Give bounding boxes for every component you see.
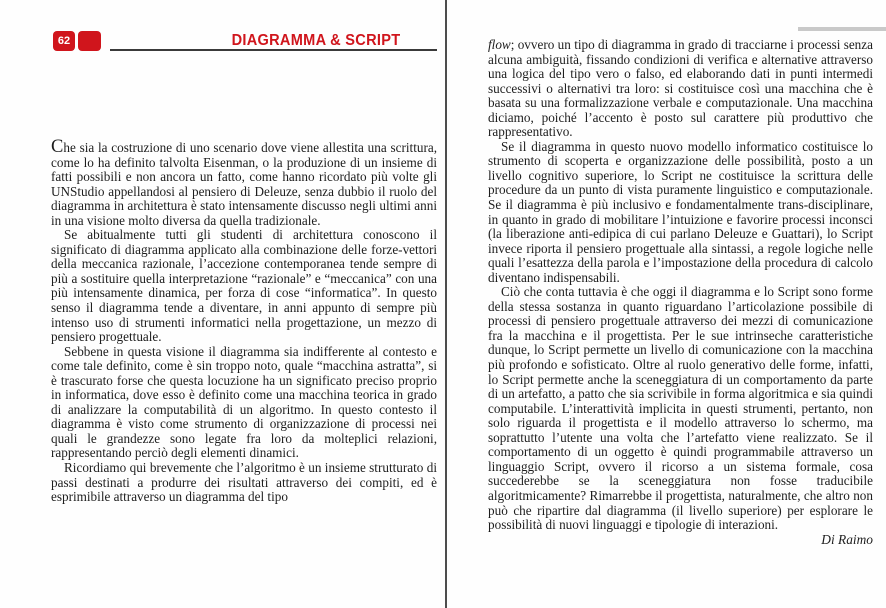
paragraph: Ricordiamo qui brevemente che l’algoritmo è un insieme strutturato di passi destinati a produrre dei risultati attraverso dei compiti, ed è esprimibile attraverso un diagramma del tipo xyxy=(51,460,437,505)
chapter-marker-box xyxy=(78,31,101,51)
paragraph-opening xyxy=(51,137,437,228)
page-gutter-line xyxy=(445,0,447,608)
left-page-text-block xyxy=(51,137,437,505)
initial-capital: C xyxy=(51,137,64,157)
paragraph-continuation xyxy=(488,38,873,140)
right-page-text-block xyxy=(488,38,873,547)
paragraph: Ciò che conta tuttavia è che oggi il diagramma e lo Script sono forme della stessa sostanza in quanto riguardano l’articolazione possibile di processi di pensiero progettuale attraverso dei mezzi di comunicazione fra la macchina e il progettista. Per le sue intrinseche caratteristiche dunque, lo Script permette un livello di comunicazione con la macchina più profondo e sofisticato. Oltre al ruolo generativo delle forme, infatti, lo Script permette anche la sceneggiatura di un comportamento da parte di un artefatto, a patto che sia scrivibile in forma algoritmica e sia quindi computabile. L’interattività implicita in questi strumenti, pertanto, non solo riguarda il progettista e il modello attraverso lo schermo, ma soprattutto l’utente una volta che l’artefatto viene realizzato. Se il comportamento di un oggetto è quindi programmabile attraverso un linguaggio Script, ovvero il ricorso a un sistema formale, cosa succederebbe se la sceneggiatura non fosse traducibile algoritmicamente? Rimarrebbe il progettista, naturalmente, che altro non può che ripartire dal diagramma (il livello superiore) per esplorare le possibilità di nuovi linguaggi e tipologie di interazioni. xyxy=(488,284,873,533)
paragraph-text: ; ovvero un tipo di diagramma in grado di tracciarne i processi senza alcuna ambiguità, fissando condizioni di verifica e alternative attraverso una logica del tipo vero o falso, ed elaborando dati in punti intermedi successivi o alternativi tra loro: si costituisce così una macchina che è basata su una formalizzazione verbale e computazionale. Una macchina diciamo, poiché l’accento è posto sul carattere più produttivo che rappresentativo. xyxy=(488,37,873,140)
paragraph: Se abitualmente tutti gli studenti di architettura conoscono il significato di diagramma applicato alla combinazione delle forze-vettori della meccanica razionale, l’accezione contemporanea tende sempre di più a sostituire quella interpretazione “razionale” e “meccanica” con una più intensamente dinamica, per forza di cose “informatica”. In questo senso il diagramma tende a diventare, in anni appunto di sempre più intenso uso di strumenti informatici nella progettazione, un mezzo di pensiero progettuale. xyxy=(51,227,437,345)
running-head-title: DIAGRAMMA & SCRIPT xyxy=(231,32,401,49)
author-signature: Di Raimo xyxy=(821,531,873,547)
page-number: 62 xyxy=(57,35,71,47)
paragraph: Sebbene in questa visione il diagramma sia indifferente al contesto e come tale definito, come è sin troppo noto, quale “macchina astratta”, si è trascurato forse che questa locuzione ha un significato preciso proprio in informatica, dove esso è definito come una macchina teorica in grado di analizzare la computabilità di un algoritmo. In questo contesto il diagramma è visto come strumento di organizzazione di processi nei quali le grandezze sono legate fra loro da molteplici relazioni, rappresentando perciò degli elementi dinamici. xyxy=(51,343,437,461)
italic-term: flow xyxy=(488,37,511,52)
scan-artifact-rule xyxy=(798,27,886,31)
page-number-badge xyxy=(53,31,75,51)
paragraph: Se il diagramma in questo nuovo modello informatico costituisce lo strumento di scoperta e organizzazione delle possibilità, posto a un livello cognitivo superiore, lo Script ne costituisce la scrittura delle procedure da un punto di vista puramente linguistico e computazionale. Se il diagramma è più inclusivo e fondamentalmente trans-disciplinare, in quanto in grado di mobilitare l’intuizione e favorire processi inconsci (la liberazione anti-edipica di cui parlano Deleuze e Guattari), lo Script invece riporta il pensiero progettuale alla sintassi, a regole logiche nelle quali l’esattezza della parola e l’impostazione della procedura di calcolo diventano indispensabili. xyxy=(488,138,873,285)
paragraph-text: he sia la costruzione di uno scenario dove viene allestita una scrittura, come lo ha definito talvolta Eisenman, o la produzione di un insieme di fatti possibili e non ancora un fatto, come hanno ricordato più volte gli UNStudio appellandosi al pensiero di Deleuze, senza dubbio il ruolo del diagramma in architettura è stato intensamente discusso negli ultimi anni in una visione molto diversa da quella tradizionale. xyxy=(51,140,437,228)
